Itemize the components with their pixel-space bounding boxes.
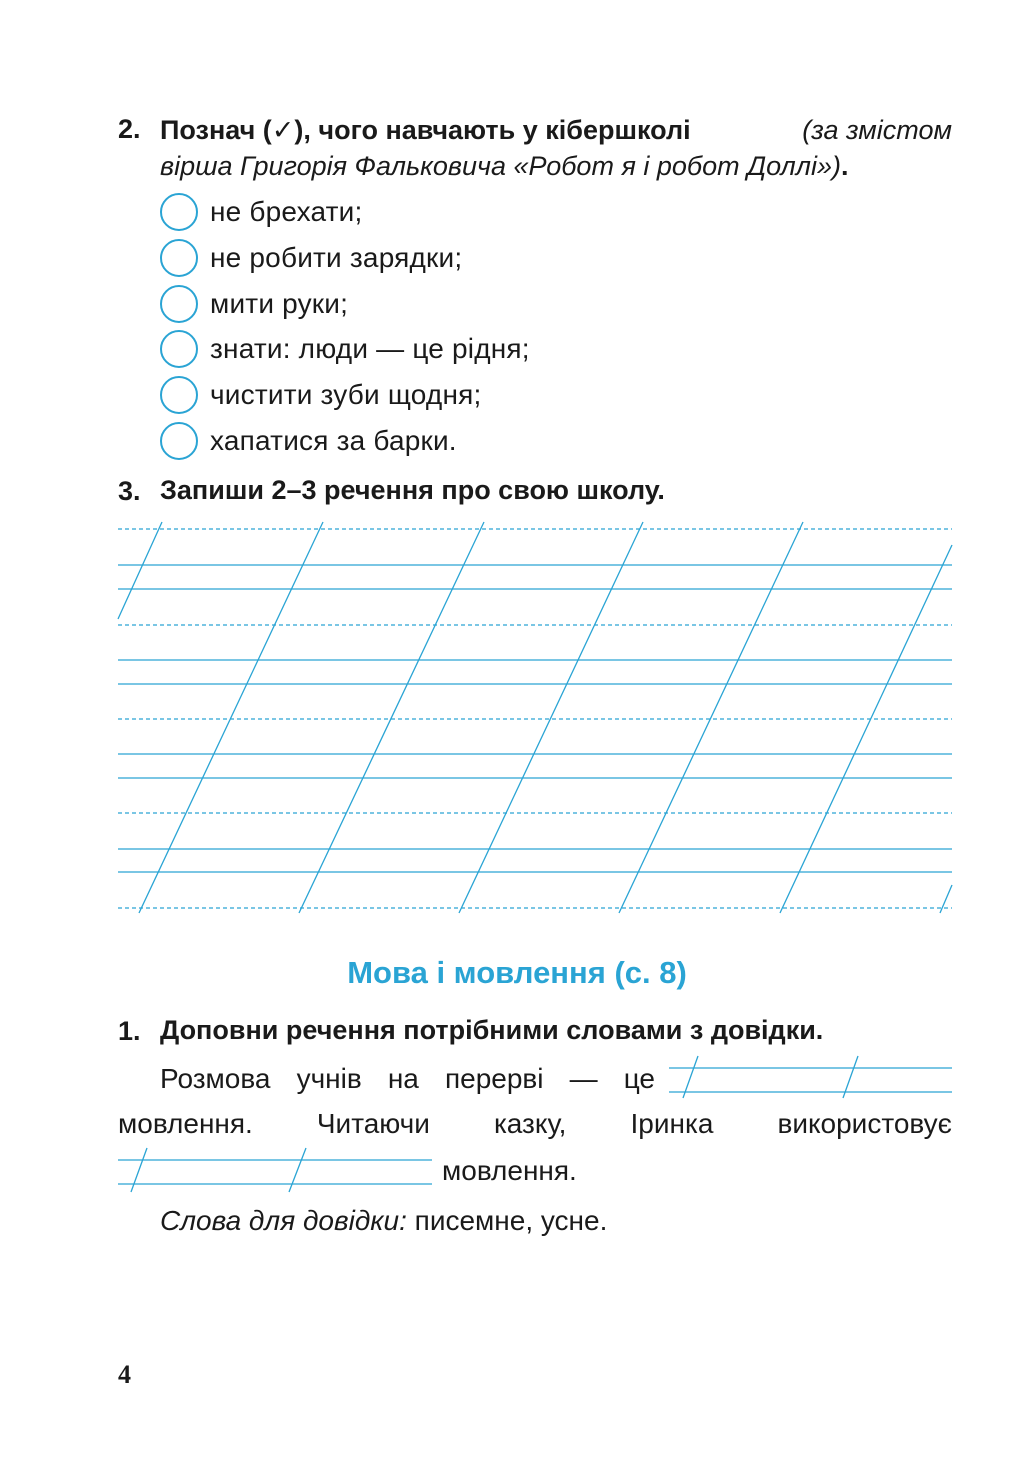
task-2-title-end: . xyxy=(841,151,849,181)
section-title: Мова і мовлення (с. 8) xyxy=(347,955,687,990)
task-2-number: 2. xyxy=(118,114,141,144)
page-number: 4 xyxy=(118,1360,131,1389)
word: Іринка xyxy=(630,1108,714,1139)
sentence-line-3-end: мовлення. xyxy=(442,1155,577,1186)
task-2-title-bold: Познач (✓), чого навчають у кібершколі xyxy=(160,115,691,145)
task-1-number: 1. xyxy=(118,1016,141,1046)
option-label: не брехати; xyxy=(210,196,363,227)
hint-label: Слова для довідки: xyxy=(160,1205,407,1236)
hint xyxy=(160,1205,607,1237)
option-label: чистити зуби щодня; xyxy=(210,379,482,410)
sentence-line-1: Розмова учнів на перерві — це xyxy=(160,1063,655,1094)
sentence-line-2 xyxy=(118,1108,952,1140)
word: мовлення. xyxy=(118,1108,253,1139)
task-3-number: 3. xyxy=(118,476,141,506)
word: Читаючи xyxy=(316,1108,430,1139)
option-label: мити руки; xyxy=(210,288,349,319)
option-label: не робити зарядки; xyxy=(210,242,463,273)
option-label: знати: люди — це рідня; xyxy=(210,333,530,364)
word: використовує xyxy=(777,1108,952,1139)
task-3-title: Запиши 2–3 речення про свою школу. xyxy=(160,475,665,505)
task-2-title-italic-2: вірша Григорія Фальковича «Робот я і робот Доллі») xyxy=(160,151,841,181)
option-label: хапатися за барки. xyxy=(210,425,457,456)
task-2-title-italic-1: (за змістом xyxy=(802,115,952,145)
task-1-title: Доповни речення потрібними словами з довідки. xyxy=(160,1015,824,1045)
word: казку, xyxy=(493,1108,567,1139)
hint-words: писемне, усне. xyxy=(414,1205,608,1236)
